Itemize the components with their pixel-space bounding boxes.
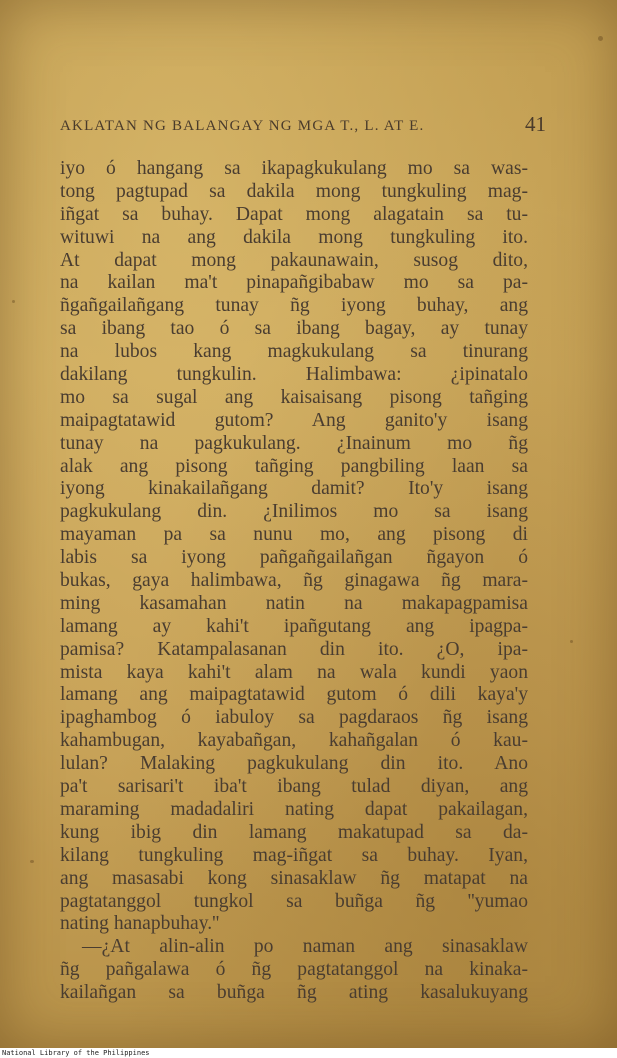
text-line: maraming madadaliri nating dapat pakailagan, — [60, 798, 528, 820]
text-line: pamisa? Katampalasanan din ito. ¿O, ipa- — [60, 638, 528, 660]
running-title: AKLATAN NG BALANGAY NG MGA T., L. AT E. — [60, 118, 425, 134]
text-line: tong pagtupad sa dakila mong tungkuling mag- — [60, 180, 528, 202]
text-line: lamang ay kahi't ipañgutang ang ipagpa- — [60, 615, 528, 637]
text-line: mista kaya kahi't alam na wala kundi yaon — [60, 661, 528, 683]
text-line: lamang ang maipagtatawid gutom ó dili kaya'y — [60, 684, 528, 706]
library-credit: National Library of the Philippines — [2, 1049, 150, 1057]
text-line: —¿At alin-alin po naman ang sinasaklaw — [82, 936, 528, 958]
text-line: nating hanapbuhay.'' — [60, 913, 220, 935]
text-line: mo sa sugal ang kaisaisang pisong tañging — [60, 386, 528, 408]
text-line: na lubos kang magkukulang sa tinurang — [60, 341, 528, 363]
text-line: wituwi na ang dakila mong tungkuling ito. — [60, 226, 528, 248]
text-line: kailañgan sa buñga ñg ating kasalukuyang — [60, 982, 528, 1004]
text-line: ang masasabi kong sinasaklaw ñg matapat na — [60, 867, 528, 889]
text-line: kilang tungkuling mag-iñgat sa buhay. Iyan, — [60, 844, 528, 866]
text-line: pagtatanggol tungkol sa buñga ñg ''yumao — [60, 890, 528, 912]
text-line: ñg pañgalawa ó ñg pagtatanggol na kinaka- — [60, 959, 528, 981]
body-text — [60, 158, 528, 1005]
text-line: dakilang tungkulin. Halimbawa: ¿ipinatalo — [60, 364, 528, 386]
text-line: iyong kinakailañgang damit? Ito'y isang — [60, 478, 528, 500]
running-header — [60, 112, 546, 136]
text-line: iñgat sa buhay. Dapat mong alagatain sa tu- — [60, 203, 528, 225]
paper-speck — [12, 300, 15, 303]
text-line: kung ibig din lamang makatupad sa da- — [60, 821, 528, 843]
text-line: ñgañgailañgang tunay ñg iyong buhay, ang — [60, 295, 528, 317]
text-line: alak ang pisong tañging pangbiling laan sa — [60, 455, 528, 477]
text-line: labis sa iyong pañgañgailañgan ñgayon ó — [60, 547, 528, 569]
text-line: At dapat mong pakaunawain, susog dito, — [60, 249, 528, 271]
paper-speck — [30, 860, 34, 863]
text-line: sa ibang tao ó sa ibang bagay, ay tunay — [60, 318, 528, 340]
text-line: ipaghambog ó iabuloy sa pagdaraos ñg isang — [60, 707, 528, 729]
page-number: 41 — [525, 112, 546, 136]
text-line: maipagtatawid gutom? Ang ganito'y isang — [60, 409, 528, 431]
text-line: mayaman pa sa nunu mo, ang pisong di — [60, 524, 528, 546]
paper-speck — [570, 640, 573, 643]
text-line: ming kasamahan natin na makapagpamisa — [60, 592, 528, 614]
text-line: pagkukulang din. ¿Inilimos mo sa isang — [60, 501, 528, 523]
text-line: kahambugan, kayabañgan, kahañgalan ó kau- — [60, 730, 528, 752]
text-line: iyo ó hangang sa ikapagkukulang mo sa was- — [60, 158, 528, 179]
text-line: lulan? Malaking pagkukulang din ito. Ano — [60, 753, 528, 775]
text-line: pa't sarisari't iba't ibang tulad diyan, ang — [60, 776, 528, 798]
text-line: bukas, gaya halimbawa, ñg ginagawa ñg mara- — [60, 570, 528, 592]
text-line: na kailan ma't pinapañgibabaw mo sa pa- — [60, 272, 528, 294]
text-line: tunay na pagkukulang. ¿Inainum mo ñg — [60, 432, 528, 454]
paper-speck — [598, 36, 603, 41]
